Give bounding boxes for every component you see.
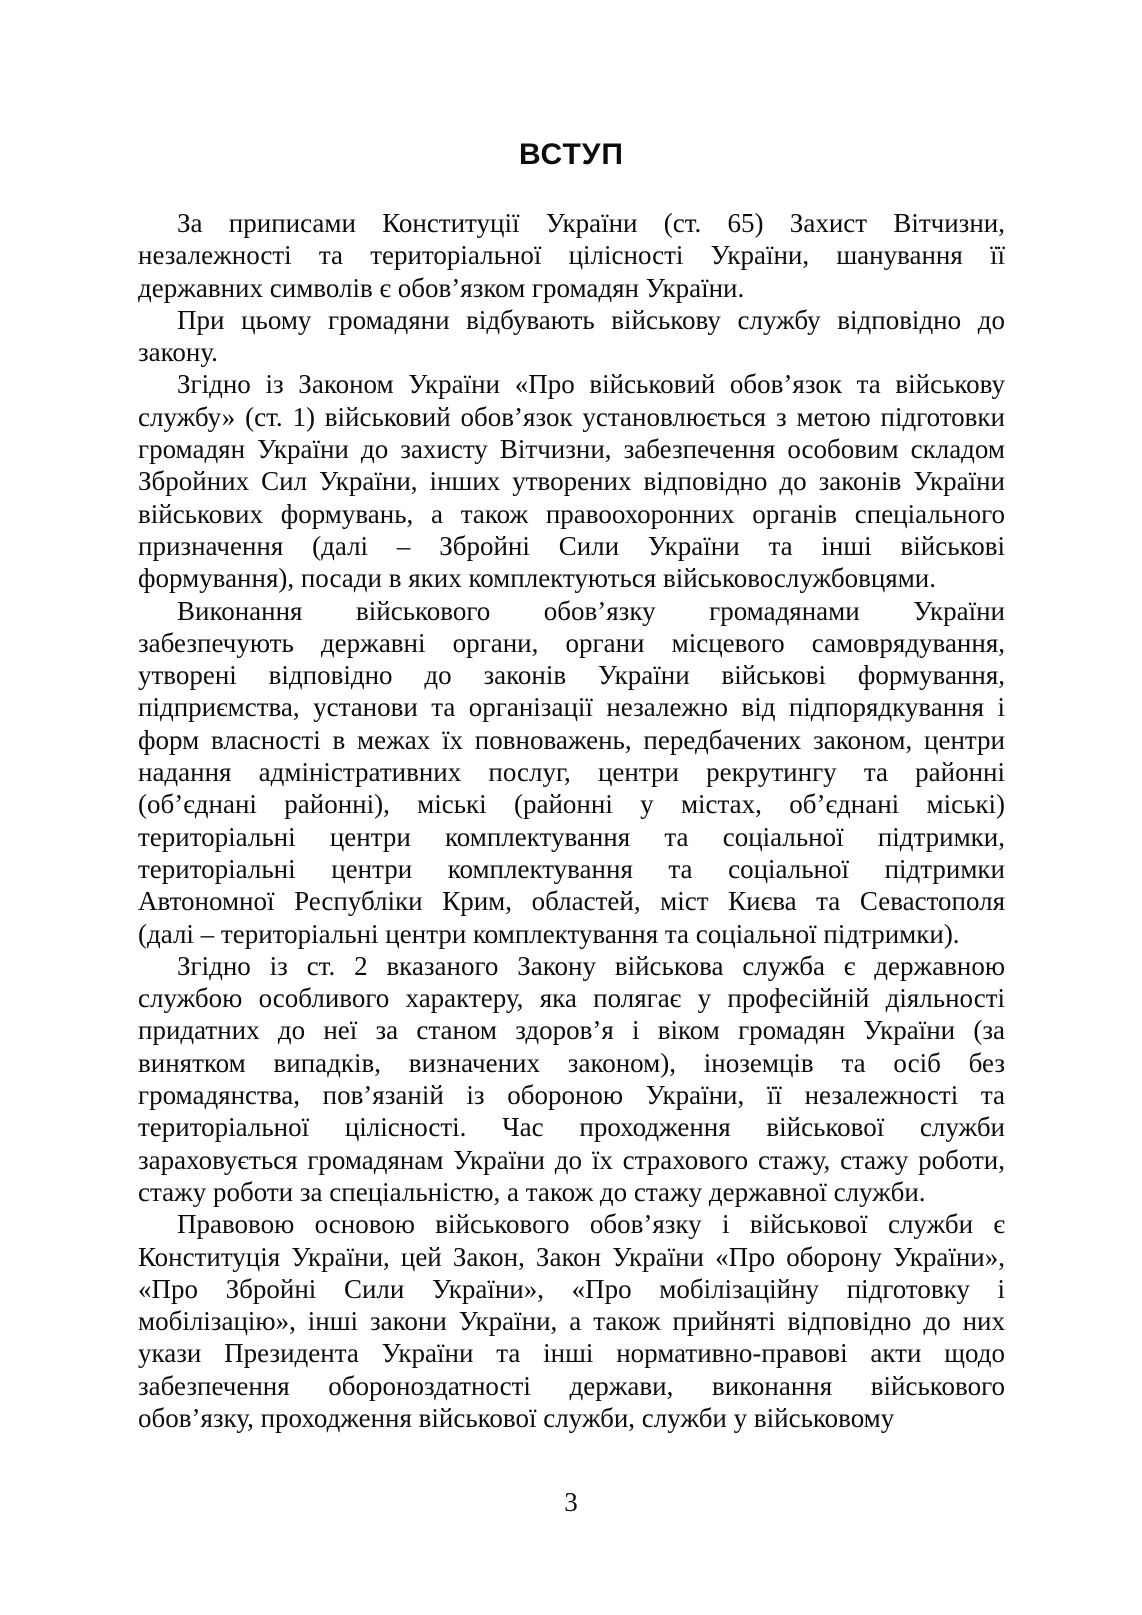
- text-line: утворені відповідно до законів України військові формування,: [138, 660, 1005, 691]
- text-line: мобілізацію», інші закони України, а також прийняті відповідно до них: [138, 1306, 1005, 1337]
- text-line: За приписами Конституції України (ст. 65) Захист Вітчизни,: [177, 208, 1005, 238]
- paragraph: [138, 595, 1005, 950]
- text-line: зараховується громадянам України до їх страхового стажу, стажу роботи,: [138, 1144, 1005, 1175]
- text-line: громадянства, пов’язаній із обороною України, її незалежності та: [138, 1080, 1005, 1111]
- text-line: призначення (далі – Збройні Сили України та інші військові: [138, 530, 1005, 561]
- text-line: (об’єднані районні), міські (районні у містах, об’єднані міські): [138, 789, 1005, 820]
- page-number: 3: [564, 1487, 578, 1517]
- text-line: При цьому громадяни відбувають військову службу відповідно до: [177, 304, 1005, 335]
- text-line: незалежності та територіальної цілісності України, шанування її: [138, 240, 1005, 271]
- page-content: [138, 137, 1005, 1434]
- text-line: Згідно із ст. 2 вказаного Закону військова служба є державною: [177, 950, 1005, 981]
- paragraph: [138, 1208, 1005, 1434]
- text-line: Згідно із Законом України «Про військовий обов’язок та військову: [177, 369, 1005, 400]
- paragraph: [138, 950, 1005, 1208]
- body-text: [138, 207, 1005, 1434]
- text-line: Правовою основою військового обов’язку і військової служби є: [177, 1209, 1005, 1240]
- text-line: формування), посади в яких комплектуються військовослужбовцями.: [138, 563, 936, 594]
- text-line: закону.: [138, 337, 218, 368]
- paragraph: [138, 207, 1005, 304]
- text-line: винятком випадків, визначених законом), іноземців та осіб без: [138, 1047, 1005, 1078]
- text-line: Збройних Сил України, інших утворених відповідно до законів України: [138, 466, 1005, 497]
- text-line: забезпечують державні органи, органи місцевого самоврядування,: [138, 627, 1005, 658]
- text-line: Конституція України, цей Закон, Закон України «Про оборону України»,: [138, 1241, 1005, 1272]
- text-line: територіальні центри комплектування та соціальної підтримки: [138, 853, 1005, 884]
- text-line: надання адміністративних послуг, центри рекрутингу та районні: [138, 757, 1005, 788]
- text-line: підприємства, установи та організації незалежно від підпорядкування і: [138, 692, 1005, 723]
- text-line: Виконання військового обов’язку громадянами України: [177, 595, 1005, 626]
- text-line: службою особливого характеру, яка полягає у професійній діяльності: [138, 983, 1005, 1014]
- text-line: обов’язку, проходження військової служби, служби у військовому: [138, 1402, 895, 1433]
- text-line: форм власності в межах їх повноважень, передбачених законом, центри: [138, 724, 1005, 755]
- text-line: укази Президента України та інші нормативно-правові акти щодо: [138, 1338, 1005, 1369]
- text-line: (далі – територіальні центри комплектування та соціальної підтримки).: [138, 918, 960, 949]
- text-line: Автономної Республіки Крим, областей, міст Києва та Севастополя: [138, 886, 1005, 917]
- text-line: службу» (ст. 1) військовий обов’язок установлюється з метою підготовки: [138, 401, 1005, 432]
- paragraph: [138, 304, 1005, 369]
- paragraph: [138, 368, 1005, 594]
- text-line: стажу роботи за спеціальністю, а також до стажу державної служби.: [138, 1176, 926, 1207]
- text-line: придатних до неї за станом здоров’я і віком громадян України (за: [138, 1015, 1005, 1046]
- text-line: військових формувань, а також правоохоронних органів спеціального: [138, 498, 1005, 529]
- text-line: територіальні центри комплектування та соціальної підтримки,: [138, 821, 1005, 852]
- text-line: територіальної цілісності. Час проходження військової служби: [138, 1112, 1005, 1143]
- page-title: ВСТУП: [519, 138, 624, 171]
- text-line: державних символів є обов’язком громадян України.: [138, 272, 745, 303]
- text-line: «Про Збройні Сили України», «Про мобілізаційну підготовку і: [138, 1273, 1005, 1304]
- text-line: забезпечення обороноздатності держави, виконання військового: [138, 1370, 1005, 1401]
- text-line: громадян України до захисту Вітчизни, забезпечення особовим складом: [138, 434, 1005, 465]
